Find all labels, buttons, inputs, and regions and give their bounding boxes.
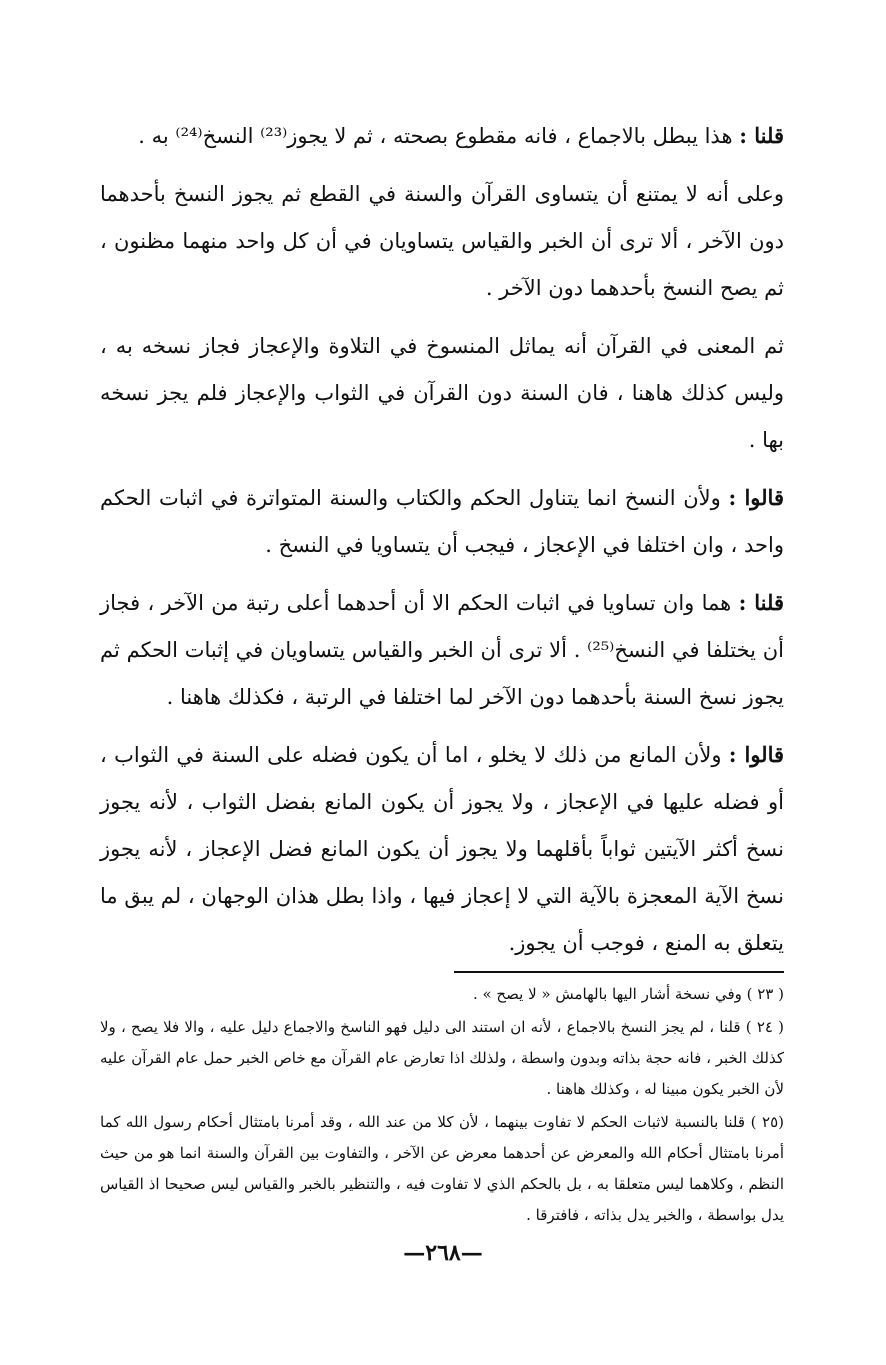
paragraph-text: ولأن النسخ انما يتناول الحكم والكتاب والسنة المتواترة في اثبات الحكم واحد ، وان اختلفا في الإعجاز ، فيجب أن يتساويا في النسخ .: [100, 486, 784, 557]
paragraph-5: [100, 579, 784, 721]
paragraph-lead: قالوا :: [728, 485, 784, 510]
paragraph-text: ثم المعنى في القرآن أنه يماثل المنسوخ في التلاوة والإعجاز فجاز نسخه به ، وليس كذلك هاهنا ، فان السنة دون القرآن في الثواب والإعجاز فلم يجز نسخه بها .: [100, 334, 784, 452]
paragraph-lead: قالوا :: [728, 742, 784, 767]
paragraph-3: [100, 322, 784, 464]
paragraph-4: [100, 474, 784, 569]
paragraph-lead: قلنا :: [739, 123, 784, 148]
paragraph-6: [100, 731, 784, 967]
paragraph-text: وعلى أنه لا يمتنع أن يتساوى القرآن والسنة في القطع ثم يجوز النسخ بأحدهما دون الآخر ، ألا ترى أن الخبر والقياس يتساويان في أن كل واحد منهما مظنون ، ثم يصح النسخ بأحدهما دون الآخر .: [100, 182, 784, 300]
paragraph-text: هما وان تساويا في اثبات الحكم الا أن أحدهما أعلى رتبة من الآخر ، فجاز أن يختلفا في النسخ⁽²⁵⁾ . ألا ترى أن الخبر والقياس يتساويان في إثبات الحكم ثم يجوز نسخ السنة بأحدهما دون الآخر لما اختلفا في الرتبة ، فكذلك هاهنا .: [100, 591, 784, 709]
footnote-divider: [454, 971, 784, 973]
page-number: —٢٦٨—: [403, 1240, 483, 1266]
paragraph-2: [100, 170, 784, 312]
paragraph-1: [100, 112, 784, 160]
footnote-24: ( ٢٤ ) قلنا ، لم يجز النسخ بالاجماع ، لأنه ان استند الى دليل فهو الناسخ والاجماع دليل عليه ، والا فلا يصح ، ولا كذلك الخبر ، فانه حجة بذاته وبدون واسطة ، ولذلك اذا تعارض عام القرآن مع خاص الخبر حمل عام القرآن عليه لأن الخبر يكون مبينا له ، وكذلك هاهنا .: [100, 1018, 784, 1098]
footnotes: [100, 979, 784, 1231]
paragraph-text: هذا يبطل بالاجماع ، فانه مقطوع بصحته ، ثم لا يجوز⁽²³⁾ النسخ⁽²⁴⁾ به .: [138, 124, 740, 148]
main-text: [100, 112, 784, 967]
footnote-23: ( ٢٣ ) وفي نسخة أشار اليها بالهامش « لا يصح » .: [472, 985, 784, 1003]
paragraph-lead: قلنا :: [738, 590, 784, 615]
paragraph-text: ولأن المانع من ذلك لا يخلو ، اما أن يكون فضله على السنة في الثواب ، أو فضله عليها في الإعجاز ، ولا يجوز أن يكون المانع بفضل الثواب ، لأنه يجوز نسخ أكثر الآيتين ثواباً بأقلهما ولا يجوز أن يكون المانع فضل الإعجاز ، لأنه يجوز نسخ الآية المعجزة بالآية التي لا إعجاز فيها ، واذا بطل هذان الوجهان ، لم يبق ما يتعلق به المنع ، فوجب أن يجوز.: [100, 743, 784, 955]
footnote-25: (٢٥ ) قلنا بالنسبة لاثبات الحكم لا تفاوت بينهما ، لأن كلا من عند الله ، وقد أمرنا بامتثال أحكام رسول الله كما أمرنا بامتثال أحكام الله والمعرض عن أحدهما معرض عن الآخر ، والتفاوت بين القرآن والسنة انما هو من حيث النظم ، وكلاهما ليس متعلقا به ، بل بالحكم الذي لا تفاوت فيه ، والتنظير بالخبر والقياس ليس صحيحا اذ القياس يدل بواسطة ، والخبر يدل بذاته ، فافترقا .: [100, 1113, 784, 1224]
